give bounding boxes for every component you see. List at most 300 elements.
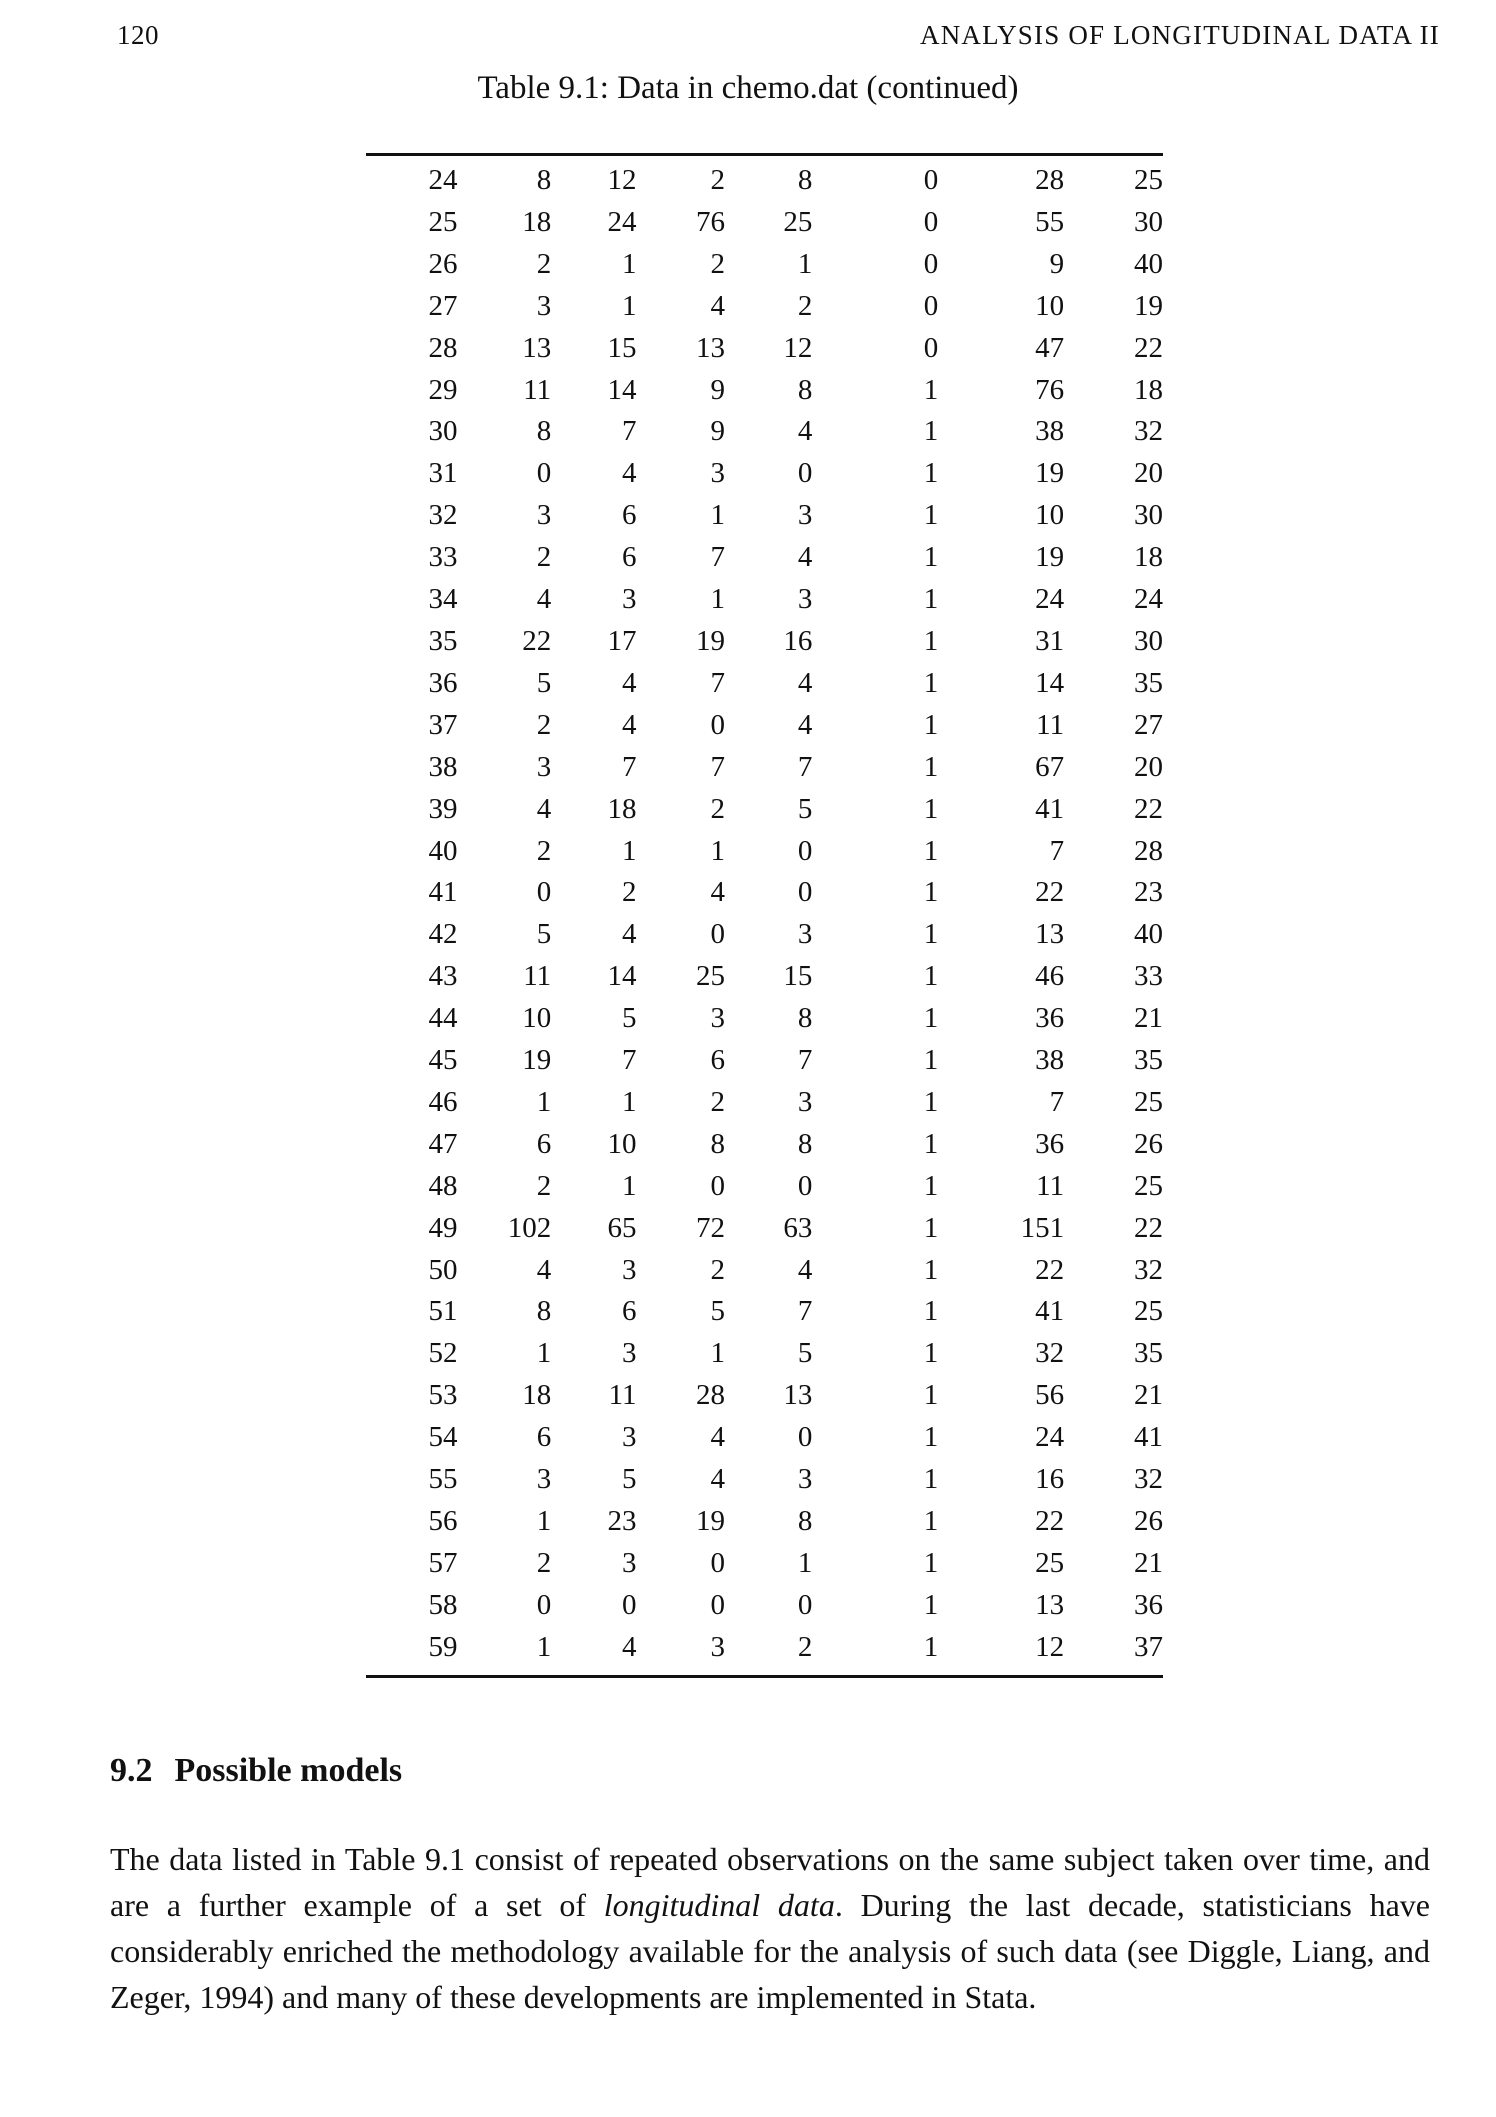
- table-row: [366, 1501, 1163, 1543]
- table-cell: 7: [1049, 1085, 1065, 1118]
- table-cell: 10: [607, 1127, 637, 1160]
- table-cell: 2: [536, 247, 552, 280]
- table-cell: 4: [622, 666, 637, 699]
- table-cell: 1: [536, 1337, 552, 1370]
- table-cell: 1: [923, 666, 939, 699]
- table-cell: 0: [710, 1169, 725, 1202]
- table-cell: 1: [923, 1085, 939, 1118]
- table-cell: 6: [622, 1295, 637, 1328]
- table-cell: 23: [607, 1505, 637, 1537]
- table-cell: 50: [428, 1253, 458, 1286]
- table-row: [366, 370, 1163, 412]
- table-cell: 1: [923, 1337, 939, 1370]
- table-row: [366, 956, 1163, 998]
- table-cell: 28: [1134, 834, 1163, 867]
- table-cell: 25: [1035, 1546, 1065, 1579]
- table-cell: 38: [428, 750, 458, 783]
- table-cell: 36: [1035, 1127, 1065, 1160]
- table-cell: 1: [923, 792, 939, 825]
- table-cell: 35: [1134, 1337, 1163, 1370]
- table-cell: 12: [1035, 1630, 1065, 1663]
- table-cell: 28: [428, 331, 458, 364]
- table-cell: 29: [428, 373, 458, 406]
- table-cell: 1: [923, 1546, 939, 1579]
- table-cell: 1: [923, 1379, 939, 1412]
- table-cell: 0: [710, 708, 725, 741]
- table-cell: 46: [1035, 960, 1065, 993]
- table-cell: 1: [710, 834, 725, 867]
- table-cell: 42: [428, 918, 458, 951]
- table-cell: 32: [428, 499, 458, 532]
- table-cell: 56: [428, 1505, 458, 1537]
- table-cell: 32: [1134, 415, 1163, 448]
- table-cell: 2: [536, 708, 552, 741]
- table-cell: 2: [797, 1630, 813, 1663]
- table-cell: 3: [797, 583, 813, 616]
- table-cell: 4: [797, 541, 813, 574]
- table-cell: 18: [1134, 541, 1163, 574]
- table-cell: 41: [1035, 792, 1065, 825]
- table-cell: 10: [522, 1002, 552, 1035]
- table-cell: 24: [607, 205, 637, 238]
- table-cell: 1: [710, 583, 725, 616]
- table-cell: 18: [1134, 373, 1163, 406]
- table-cell: 2: [710, 1253, 725, 1286]
- table-row: [366, 663, 1163, 705]
- table-cell: 65: [607, 1211, 637, 1244]
- table-cell: 1: [923, 918, 939, 951]
- table-cell: 7: [710, 750, 725, 783]
- table-cell: 7: [622, 415, 637, 448]
- table-cell: 1: [536, 1630, 552, 1663]
- table-cell: 3: [622, 583, 637, 616]
- table-row: [366, 1208, 1163, 1250]
- table-cell: 0: [797, 876, 813, 909]
- table-cell: 3: [797, 1085, 813, 1118]
- table-cell: 1: [923, 1505, 939, 1537]
- table-cell: 2: [797, 289, 813, 322]
- table-cell: 24: [1035, 583, 1065, 616]
- table-cell: 54: [428, 1421, 458, 1454]
- table-cell: 36: [1035, 1002, 1065, 1035]
- table-cell: 28: [695, 1379, 725, 1412]
- table-cell: 2: [710, 1085, 725, 1118]
- table-cell: 11: [523, 373, 552, 406]
- table-cell: 13: [783, 1379, 813, 1412]
- data-table-container: [366, 153, 1163, 1678]
- table-cell: 19: [522, 1044, 552, 1077]
- table-cell: 30: [1134, 624, 1163, 657]
- table-cell: 4: [710, 1463, 725, 1496]
- table-cell: 1: [622, 1169, 637, 1202]
- table-cell: 41: [428, 876, 458, 909]
- table-cell: 23: [1134, 876, 1163, 909]
- table-cell: 0: [797, 1588, 813, 1621]
- table-cell: 2: [536, 1169, 552, 1202]
- table-cell: 1: [923, 1463, 939, 1496]
- table-cell: 4: [536, 1253, 552, 1286]
- table-cell: 3: [797, 1463, 813, 1496]
- table-cell: 5: [797, 792, 813, 825]
- page-number: 120: [117, 20, 159, 50]
- table-cell: 25: [428, 205, 458, 238]
- table-cell: 10: [1035, 499, 1065, 532]
- table-cell: 4: [797, 708, 813, 741]
- table-cell: 0: [797, 834, 813, 867]
- table-cell: 32: [1035, 1337, 1065, 1370]
- table-caption: Table 9.1: Data in chemo.dat (continued): [477, 70, 1019, 106]
- table-cell: 1: [710, 1337, 725, 1370]
- table-cell: 1: [797, 1546, 813, 1579]
- table-row: [366, 244, 1163, 286]
- table-cell: 21: [1134, 1379, 1163, 1412]
- table-cell: 11: [608, 1379, 637, 1412]
- table-cell: 7: [797, 750, 813, 783]
- data-table: [366, 160, 1163, 1669]
- paragraph-emphasis: longitudinal data: [603, 1887, 835, 1923]
- table-cell: 25: [1134, 164, 1163, 196]
- table-cell: 4: [622, 708, 637, 741]
- table-cell: 3: [536, 750, 552, 783]
- table-cell: 6: [536, 1127, 552, 1160]
- table-cell: 47: [1035, 331, 1065, 364]
- table-cell: 20: [1134, 457, 1163, 490]
- table-cell: 19: [1035, 457, 1065, 490]
- table-row: [366, 1250, 1163, 1292]
- table-cell: 63: [783, 1211, 813, 1244]
- table-cell: 40: [1134, 918, 1163, 951]
- table-cell: 21: [1134, 1002, 1163, 1035]
- section-heading: [110, 1752, 402, 1790]
- table-cell: 18: [522, 1379, 552, 1412]
- table-cell: 0: [923, 289, 939, 322]
- table-cell: 12: [607, 164, 637, 196]
- table-cell: 7: [622, 750, 637, 783]
- table-cell: 36: [428, 666, 458, 699]
- table-cell: 1: [923, 624, 939, 657]
- table-cell: 33: [1134, 960, 1163, 993]
- table-cell: 1: [536, 1505, 552, 1537]
- table-cell: 3: [536, 289, 552, 322]
- table-cell: 7: [1049, 834, 1065, 867]
- table-cell: 21: [1134, 1546, 1163, 1579]
- table-cell: 2: [622, 876, 637, 909]
- table-cell: 52: [428, 1337, 458, 1370]
- table-row: [366, 286, 1163, 328]
- table-cell: 4: [622, 457, 637, 490]
- table-cell: 1: [923, 499, 939, 532]
- table-cell: 8: [536, 1295, 552, 1328]
- table-row: [366, 1459, 1163, 1501]
- table-cell: 5: [536, 918, 552, 951]
- table-cell: 7: [622, 1044, 637, 1077]
- table-cell: 4: [536, 792, 552, 825]
- section-number: 9.2: [110, 1752, 153, 1789]
- table-cell: 22: [522, 624, 552, 657]
- table-cell: 24: [1035, 1421, 1065, 1454]
- table-cell: 31: [428, 457, 458, 490]
- table-cell: 4: [710, 876, 725, 909]
- table-cell: 8: [536, 415, 552, 448]
- table-cell: 5: [622, 1463, 637, 1496]
- paragraph-text-1: The data listed in Table 9.1 consist of repeated observations on the same subject taken over time, and are a further example of a set of: [110, 1841, 1430, 1923]
- table-cell: 1: [923, 834, 939, 867]
- table-cell: 25: [695, 960, 725, 993]
- table-cell: 151: [1020, 1211, 1065, 1244]
- table-cell: 8: [536, 164, 552, 196]
- table-cell: 1: [923, 1421, 939, 1454]
- table-cell: 22: [1035, 1505, 1065, 1537]
- table-cell: 31: [1035, 624, 1065, 657]
- table-cell: 1: [923, 583, 939, 616]
- section-title: Possible models: [174, 1752, 403, 1789]
- table-row: [366, 1417, 1163, 1459]
- table-cell: 19: [1035, 541, 1065, 574]
- table-cell: 0: [536, 876, 552, 909]
- table-cell: 1: [797, 247, 813, 280]
- table-row: [366, 872, 1163, 914]
- table-cell: 30: [1134, 499, 1163, 532]
- table-row: [366, 453, 1163, 495]
- table-cell: 13: [1035, 918, 1065, 951]
- table-cell: 11: [523, 960, 552, 993]
- table-cell: 76: [1035, 373, 1065, 406]
- table-cell: 53: [428, 1379, 458, 1412]
- table-row: [366, 537, 1163, 579]
- table-cell: 1: [923, 1630, 939, 1663]
- table-cell: 5: [710, 1295, 725, 1328]
- table-cell: 24: [428, 164, 458, 196]
- table-cell: 58: [428, 1588, 458, 1621]
- table-row: [366, 747, 1163, 789]
- table-bottom-rule: [366, 1675, 1163, 1678]
- table-cell: 8: [797, 1505, 813, 1537]
- table-cell: 11: [1036, 708, 1065, 741]
- table-cell: 9: [710, 373, 725, 406]
- paragraph-text-2: . During the last decade, statisticians have considerably enriched the methodology available for the analysis of such data (see Diggle, Liang, and Zeger, 1994) and many of these developments are implemented in Stata.: [110, 1887, 1431, 2015]
- table-row: [366, 495, 1163, 537]
- table-row: [366, 579, 1163, 621]
- table-cell: 1: [923, 415, 939, 448]
- table-cell: 6: [710, 1044, 725, 1077]
- table-cell: 17: [607, 624, 637, 657]
- table-cell: 55: [1035, 205, 1065, 238]
- table-cell: 2: [536, 834, 552, 867]
- table-cell: 19: [695, 624, 725, 657]
- table-cell: 7: [797, 1044, 813, 1077]
- table-row: [366, 1124, 1163, 1166]
- table-row: [366, 1040, 1163, 1082]
- table-cell: 1: [923, 1588, 939, 1621]
- table-cell: 8: [710, 1127, 725, 1160]
- table-cell: 0: [797, 1421, 813, 1454]
- table-cell: 76: [695, 205, 725, 238]
- table-cell: 4: [536, 583, 552, 616]
- table-cell: 1: [923, 457, 939, 490]
- table-cell: 2: [710, 792, 725, 825]
- table-cell: 13: [1035, 1588, 1065, 1621]
- table-cell: 0: [710, 1546, 725, 1579]
- table-cell: 1: [923, 1295, 939, 1328]
- table-row: [366, 202, 1163, 244]
- table-cell: 39: [428, 792, 458, 825]
- table-cell: 46: [428, 1085, 458, 1118]
- table-cell: 2: [710, 164, 725, 196]
- table-cell: 1: [536, 1085, 552, 1118]
- table-cell: 35: [1134, 666, 1163, 699]
- table-cell: 40: [428, 834, 458, 867]
- table-cell: 14: [607, 373, 637, 406]
- table-cell: 19: [695, 1505, 725, 1537]
- table-row: [366, 1291, 1163, 1333]
- table-cell: 25: [783, 205, 813, 238]
- table-row: [366, 998, 1163, 1040]
- table-cell: 6: [622, 499, 637, 532]
- table-cell: 22: [1134, 1211, 1163, 1244]
- table-row: [366, 789, 1163, 831]
- table-cell: 22: [1134, 331, 1163, 364]
- table-cell: 1: [923, 1127, 939, 1160]
- table-cell: 16: [783, 624, 813, 657]
- table-cell: 27: [1134, 708, 1163, 741]
- table-cell: 16: [1035, 1463, 1065, 1496]
- table-cell: 25: [1134, 1085, 1163, 1118]
- table-cell: 26: [1134, 1505, 1163, 1537]
- running-head: [117, 20, 1440, 60]
- table-cell: 38: [1035, 1044, 1065, 1077]
- table-cell: 1: [923, 1253, 939, 1286]
- table-cell: 33: [428, 541, 458, 574]
- table-cell: 44: [428, 1002, 458, 1035]
- table-cell: 18: [522, 205, 552, 238]
- table-cell: 1: [622, 834, 637, 867]
- table-row: [366, 1627, 1163, 1669]
- table-cell: 7: [710, 666, 725, 699]
- table-row: [366, 1375, 1163, 1417]
- table-cell: 3: [797, 918, 813, 951]
- table-cell: 0: [536, 1588, 552, 1621]
- table-cell: 37: [1134, 1630, 1163, 1663]
- table-cell: 26: [428, 247, 458, 280]
- table-cell: 2: [536, 541, 552, 574]
- table-row: [366, 160, 1163, 202]
- table-cell: 59: [428, 1630, 458, 1663]
- table-cell: 27: [428, 289, 458, 322]
- table-row: [366, 705, 1163, 747]
- table-cell: 1: [923, 373, 939, 406]
- table-cell: 1: [923, 876, 939, 909]
- table-cell: 3: [710, 457, 725, 490]
- table-cell: 36: [1134, 1588, 1163, 1621]
- table-cell: 25: [1134, 1295, 1163, 1328]
- table-cell: 1: [622, 247, 637, 280]
- table-cell: 3: [622, 1546, 637, 1579]
- table-cell: 0: [710, 1588, 725, 1621]
- table-cell: 11: [1036, 1169, 1065, 1202]
- table-cell: 8: [797, 1002, 813, 1035]
- table-cell: 12: [783, 331, 813, 364]
- table-cell: 4: [710, 289, 725, 322]
- table-cell: 10: [1035, 289, 1065, 322]
- table-cell: 1: [923, 1044, 939, 1077]
- table-cell: 40: [1134, 247, 1163, 280]
- table-cell: 4: [797, 415, 813, 448]
- table-cell: 7: [797, 1295, 813, 1328]
- table-cell: 3: [536, 1463, 552, 1496]
- table-cell: 19: [1134, 289, 1163, 322]
- table-cell: 41: [1134, 1421, 1163, 1454]
- table-cell: 45: [428, 1044, 458, 1077]
- table-cell: 43: [428, 960, 458, 993]
- table-cell: 8: [797, 1127, 813, 1160]
- table-row: [366, 1082, 1163, 1124]
- table-cell: 8: [797, 373, 813, 406]
- table-cell: 4: [797, 1253, 813, 1286]
- table-cell: 56: [1035, 1379, 1065, 1412]
- table-cell: 3: [622, 1253, 637, 1286]
- table-cell: 0: [622, 1588, 637, 1621]
- table-cell: 0: [797, 1169, 813, 1202]
- table-cell: 57: [428, 1546, 458, 1579]
- table-cell: 30: [1134, 205, 1163, 238]
- table-cell: 3: [622, 1337, 637, 1370]
- table-cell: 5: [536, 666, 552, 699]
- table-cell: 15: [607, 331, 637, 364]
- table-cell: 22: [1035, 1253, 1065, 1286]
- table-cell: 3: [710, 1630, 725, 1663]
- table-cell: 26: [1134, 1127, 1163, 1160]
- table-cell: 55: [428, 1463, 458, 1496]
- table-cell: 6: [536, 1421, 552, 1454]
- table-row: [366, 831, 1163, 873]
- table-cell: 1: [710, 499, 725, 532]
- table-cell: 7: [710, 541, 725, 574]
- table-cell: 22: [1134, 792, 1163, 825]
- table-cell: 3: [622, 1421, 637, 1454]
- table-cell: 37: [428, 708, 458, 741]
- table-row: [366, 328, 1163, 370]
- table-cell: 4: [710, 1421, 725, 1454]
- table-cell: 1: [622, 289, 637, 322]
- table-cell: 0: [797, 457, 813, 490]
- table-cell: 14: [607, 960, 637, 993]
- table-cell: 0: [923, 331, 939, 364]
- table-cell: 1: [923, 541, 939, 574]
- table-row: [366, 411, 1163, 453]
- table-cell: 1: [923, 1211, 939, 1244]
- table-cell: 4: [622, 1630, 637, 1663]
- table-cell: 24: [1134, 583, 1163, 616]
- table-cell: 8: [797, 164, 813, 196]
- table-cell: 14: [1035, 666, 1065, 699]
- table-cell: 18: [607, 792, 637, 825]
- table-cell: 1: [923, 708, 939, 741]
- table-top-rule: [366, 153, 1163, 156]
- table-cell: 4: [622, 918, 637, 951]
- table-cell: 34: [428, 583, 458, 616]
- table-cell: 1: [923, 960, 939, 993]
- table-cell: 3: [710, 1002, 725, 1035]
- table-row: [366, 1166, 1163, 1208]
- table-cell: 9: [710, 415, 725, 448]
- table-cell: 0: [923, 247, 939, 280]
- table-cell: 72: [695, 1211, 725, 1244]
- chapter-title: ANALYSIS OF LONGITUDINAL DATA II: [920, 20, 1440, 50]
- table-cell: 1: [923, 1002, 939, 1035]
- table-cell: 0: [923, 205, 939, 238]
- table-cell: 1: [923, 1169, 939, 1202]
- table-cell: 5: [797, 1337, 813, 1370]
